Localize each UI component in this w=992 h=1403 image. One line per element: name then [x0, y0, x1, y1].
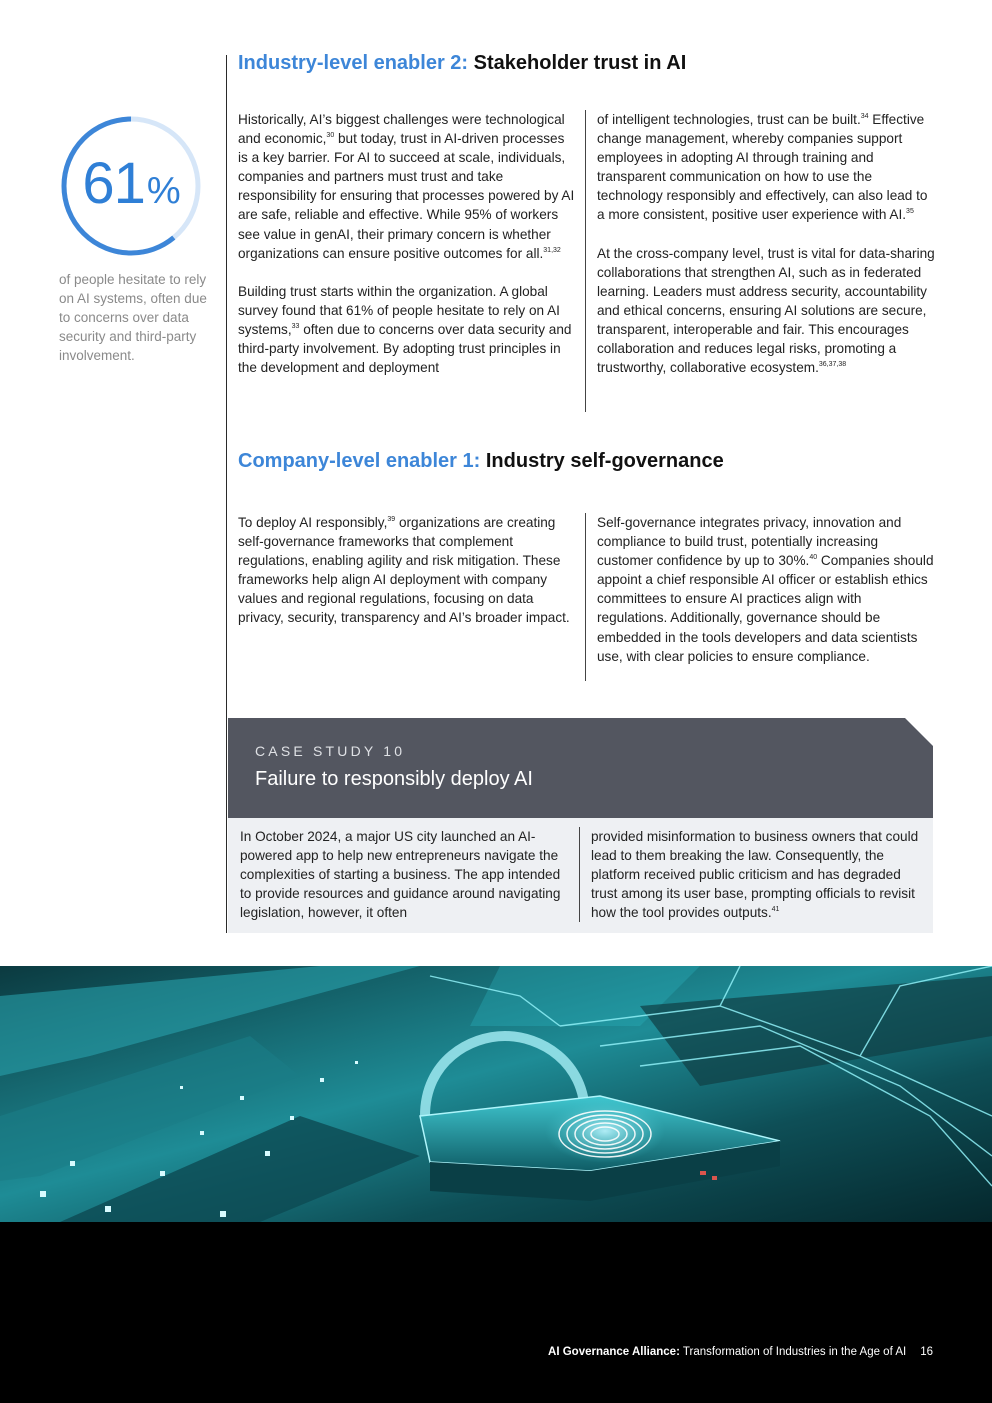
- footer-band: [0, 1222, 992, 1403]
- paragraph: Self-governance integrates privacy, innovation and compliance to build trust, potentially increasing customer confidence by up to 30%.$^{40}$ Companies should appoint a chief responsible AI officer or establish ethics committees to ensure AI practices align with regulations. Additionally, governance should be embedded in the tools developers and data scientists use, with clear policies to ensure compliance.: [597, 515, 934, 664]
- case-study-title: Failure to responsibly deploy AI: [255, 768, 533, 790]
- vertical-rule: [226, 55, 227, 933]
- case-study-label: CASE STUDY 10: [255, 743, 406, 759]
- section-title-self-governance: Company-level enabler 1: Industry self-governance: [238, 450, 724, 472]
- case-study-left-column: In October 2024, a major US city launched an AI-powered app to help new entrepreneurs navigate the complexities of starting a business. The app intended to provide resources and guidance around navigating legislation, however, it often: [240, 829, 561, 921]
- hero-image: [0, 966, 992, 1222]
- paragraph: Historically, AI’s biggest challenges were technological and economic,$^{30}$ but today, trust in AI-driven processes is a key barrier. For AI to succeed at scale, individuals, companies and partners must trust and take responsibility for ensuring that processes powered by AI are safe, reliable and effective. While 95% of workers see value in genAI, their primary concern is whether organizations can ensure positive outcomes for all.$^{31,32}$: [238, 112, 575, 261]
- section2-right-column: [585, 513, 935, 681]
- page-number: 16: [920, 1346, 933, 1358]
- paragraph: At the cross-company level, trust is vital for data-sharing collaborations that strengthen AI, such as in federated learning. Leaders must address security, accountability and ethical concerns, ensuring AI solutions are secure, transparent, interoperable and fair. This encourages collaboration and reduces legal risks, promoting a trustworthy, collaborative ecosystem.$^{36,37,38}$: [597, 245, 935, 376]
- case-study-right-column: provided misinformation to business owners that could lead to them breaking the law. Consequently, the platform received public criticism and has degraded trust among its user base, prompting officials to revisit how the tool provides outputs.$^{41}$: [579, 827, 925, 922]
- paragraph: Building trust starts within the organization. A global survey found that 61% of people hesitate to rely on AI systems,$^{33}$ often due to concerns over data security and third-party involvement. By adopting trust principles in the development and deployment: [238, 283, 572, 376]
- section2-left-column: [238, 513, 576, 628]
- paragraph: To deploy AI responsibly,$^{39}$ organizations are creating self-governance frameworks that complement regulations, enabling agility and risk mitigation. These frameworks help align AI deployment with company values and regional regulations, focusing on data privacy, security, transparency and AI’s broader impact.: [238, 515, 570, 626]
- paragraph: of intelligent technologies, trust can be built.$^{34}$ Effective change management, whereby companies support employees in adopting AI through training and transparent communication on how to use the technology responsibly and effectively, can also lead to a more consistent, positive user experience with AI.$^{35}$: [597, 112, 928, 223]
- section1-left-column: [238, 110, 576, 377]
- stat-caption: of people hesitate to rely on AI systems, often due to concerns over data security and third-party involvement.: [59, 272, 207, 363]
- stat-value: 61%: [82, 151, 180, 216]
- page-footer: AI Governance Alliance: Transformation of Industries in the Age of AI 16: [548, 1346, 933, 1358]
- section-title-stakeholder-trust: Industry-level enabler 2: Stakeholder trust in AI: [238, 52, 687, 74]
- section1-right-column: [585, 110, 935, 412]
